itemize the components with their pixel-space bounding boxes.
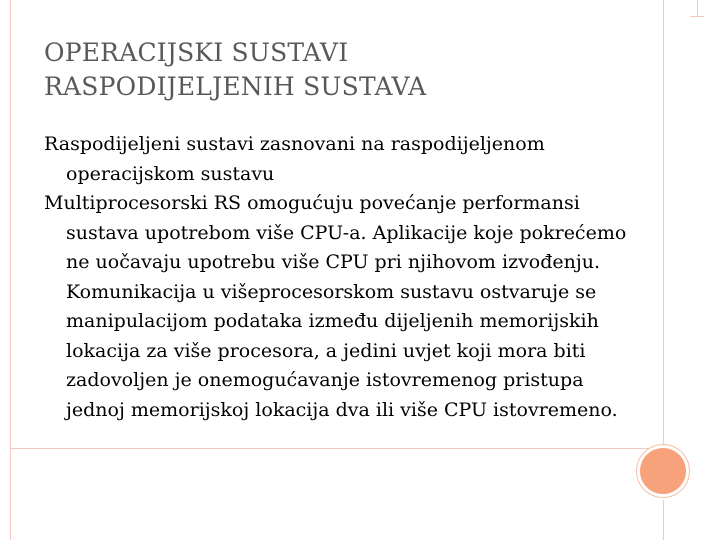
title-line-2: RASPODIJELJENIH SUSTAVA [44,72,427,101]
frame-right-lower-line [663,500,664,540]
slide-title [44,36,654,104]
slide-body [44,130,644,425]
body-paragraph-2: Multiprocesorski RS omogućuju povećanje performansi sustava upotrebom više CPU-a. Aplikacije koje pokrećemo ne uočavaju upotrebu više CPU pri njihovom izvođenju. Komunikacija u višeprocesorskom sustavu ostvaruje se manipulacijom podataka između dijeljenih memorijskih lokacija za više procesora, a jedini uvjet koji mora biti zadovoljen je onemogućavanje istovremenog pristupa jednoj memorijskoj lokacija dva ili više CPU istovremeno. [44,192,627,421]
frame-bottom-line [10,448,663,449]
frame-left-line [10,0,11,540]
body-paragraph-1: Raspodijeljeni sustavi zasnovani na raspodijeljenom operacijskom sustavu [44,133,545,185]
decorative-circle-icon [640,448,686,494]
corner-decoration-horizontal [690,16,704,17]
corner-decoration-vertical [697,0,698,16]
title-line-1: OPERACIJSKI SUSTAVI [44,38,349,67]
frame-right-line [663,0,664,448]
